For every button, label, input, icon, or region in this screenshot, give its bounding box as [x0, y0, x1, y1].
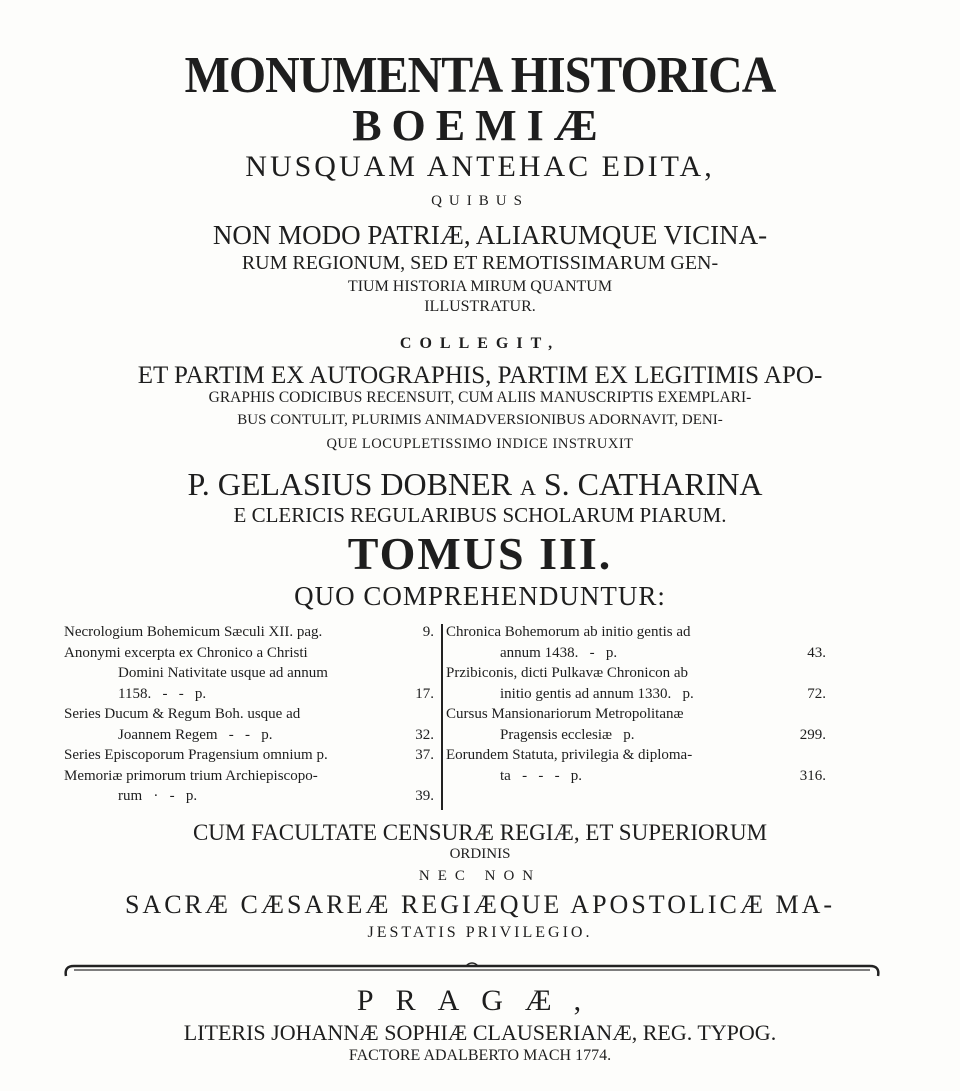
collegit-line-1: ET PARTIM EX AUTOGRAPHIS, PARTIM EX LEGITIMIS APO- — [137, 362, 823, 389]
contents-entry — [446, 704, 826, 745]
description-line-3: TIUM HISTORIA MIRUM QUANTUM — [347, 278, 613, 295]
contents-entry — [64, 643, 434, 705]
contents-page-number: 39. — [415, 788, 434, 804]
contents-entry-line — [446, 766, 826, 787]
privilege-line-2: ORDINIS — [449, 846, 511, 862]
author-name-part-1: P. GELASIUS DOBNER — [187, 466, 512, 502]
contents-entry-text: Domini Nativitate usque ad annum — [118, 665, 328, 681]
contents-entry-line — [64, 745, 434, 766]
contents-heading: QUO COMPREHENDUNTUR: — [294, 581, 666, 611]
title-line-1: MONUMENTA HISTORICA — [184, 47, 776, 104]
privilege-line-1: CUM FACULTATE CENSURÆ REGIÆ, ET SUPERIORUM — [192, 820, 768, 845]
imprint-printer: LITERIS JOHANNÆ SOPHIÆ CLAUSERIANÆ, REG. TYPOG. — [183, 1020, 777, 1045]
privilege-line-4: SACRÆ CÆSAREÆ REGIÆQUE APOSTOLICÆ MA- — [124, 890, 836, 919]
contents-entry-text: Przibiconis, dicti Pulkavæ Chronicon ab — [446, 665, 689, 681]
title-line-2: BOEMIÆ — [352, 101, 608, 150]
author-affiliation: E CLERICIS REGULARIBUS SCHOLARUM PIARUM. — [233, 503, 727, 527]
contents-entry-text: Pragensis ecclesiæ p. — [500, 726, 635, 743]
contents-entry-line — [64, 684, 434, 705]
contents-entry-text: Memoriæ primorum trium Archiepiscopo- — [64, 767, 318, 784]
contents-entry — [64, 745, 434, 766]
contents-entry-line — [64, 663, 434, 684]
contents-entry-line — [446, 663, 826, 684]
contents-entry-line — [446, 643, 826, 664]
description-line-2: RUM REGIONUM, SED ET REMOTISSIMARUM GEN- — [241, 252, 719, 274]
contents-entry-line — [446, 745, 826, 766]
contents-page-number: 9. — [422, 624, 434, 640]
contents-page-number: 72. — [807, 685, 826, 702]
contents-entry — [64, 622, 434, 643]
contents-entry-text: Cursus Mansionariorum Metropolitanæ — [446, 706, 684, 722]
contents-entry — [64, 704, 434, 745]
privilege-line-5: JESTATIS PRIVILEGIO. — [367, 924, 593, 941]
contents-column-divider — [441, 624, 443, 810]
contents-right-column — [446, 622, 826, 786]
contents-entry-line — [64, 643, 434, 664]
contents-entry-text: rum · - p. — [118, 788, 198, 804]
contents-entry-text: 1158. - - p. — [118, 685, 207, 702]
title-line-4: QUIBUS — [431, 193, 529, 209]
contents-entry-text: ta - - - p. — [500, 767, 583, 784]
contents-entry-text: Series Ducum & Regum Boh. usque ad — [64, 706, 301, 722]
collegit-line-2: GRAPHIS CODICIBUS RECENSUIT, CUM ALIIS MANUSCRIPTIS EXEMPLARI- — [208, 389, 752, 406]
contents-entry-line — [64, 622, 434, 643]
volume-title: TOMUS III. — [347, 528, 613, 579]
contents-entry — [446, 745, 826, 786]
imprint-factor: FACTORE ADALBERTO MACH 1774. — [348, 1047, 612, 1064]
author-name — [10, 466, 940, 503]
contents-entry-line — [446, 684, 826, 705]
contents-entry-text: Eorundem Statuta, privilegia & diploma- — [446, 747, 693, 763]
contents-page-number: 32. — [415, 726, 434, 743]
contents-entry-text: Joannem Regem - - p. — [118, 726, 273, 743]
contents-page-number: 299. — [799, 726, 826, 743]
contents-left-column — [64, 622, 434, 807]
contents-page-number: 316. — [799, 767, 826, 784]
contents-entry-line — [64, 786, 434, 807]
description-line-1: NON MODO PATRIÆ, ALIARUMQUE VICINA- — [212, 220, 768, 250]
description-line-4: ILLUSTRATUR. — [424, 298, 536, 315]
collegit-heading: COLLEGIT, — [399, 335, 561, 352]
contents-entry-line — [64, 766, 434, 787]
title-line-3: NUSQUAM ANTEHAC EDITA, — [245, 150, 715, 183]
collegit-line-3: BUS CONTULIT, PLURIMIS ANIMADVERSIONIBUS ADORNAVIT, DENI- — [237, 412, 723, 428]
collegit-line-4: QUE LOCUPLETISSIMO INDICE INSTRUXIT — [326, 436, 634, 452]
ornamental-rule — [62, 962, 882, 978]
contents-entry-text: Series Episcoporum Pragensium omnium p. — [64, 747, 328, 763]
contents-entry-line — [446, 622, 826, 643]
contents-entry — [446, 663, 826, 704]
contents-entry-line — [64, 725, 434, 746]
contents-entry-text: initio gentis ad annum 1330. p. — [500, 685, 694, 702]
contents-entry-text: Necrologium Bohemicum Sæculi XII. pag. — [64, 624, 323, 640]
contents-entry-text: Anonymi excerpta ex Chronico a Christi — [64, 644, 308, 661]
contents-page-number: 43. — [807, 644, 826, 661]
contents-page-number: 37. — [415, 747, 434, 763]
contents-entry-line — [64, 704, 434, 725]
contents-entry-text: Chronica Bohemorum ab initio gentis ad — [446, 624, 691, 640]
author-connector: A — [519, 475, 536, 500]
contents-page-number: 17. — [415, 685, 434, 702]
contents-entry-line — [446, 704, 826, 725]
privilege-line-3: NEC NON — [418, 868, 542, 884]
contents-entry-line — [446, 725, 826, 746]
contents-entry — [446, 622, 826, 663]
imprint-city: PRAGÆ, — [356, 984, 604, 1017]
contents-entry-text: annum 1438. - p. — [500, 644, 618, 661]
author-name-part-2: S. CATHARINA — [543, 466, 763, 502]
contents-entry — [64, 766, 434, 807]
